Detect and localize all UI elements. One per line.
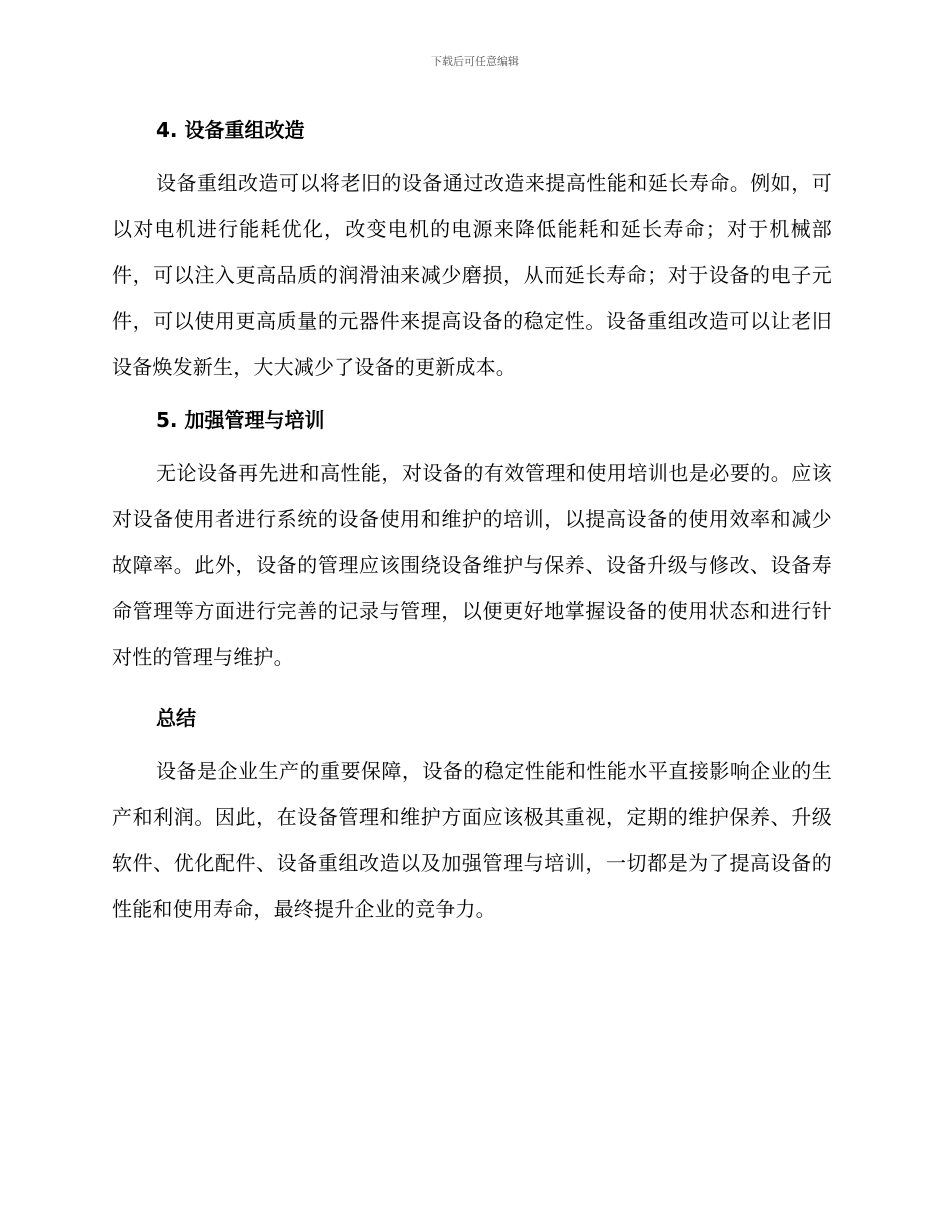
section-paragraph-equipment-restructuring: 设备重组改造可以将老旧的设备通过改造来提高性能和延长寿命。例如，可以对电机进行能耗优化，改变电机的电源来降低能耗和延长寿命；对于机械部件，可以注入更高品质的润滑油来减少磨损，从而延长寿命；对于设备的电子元件，可以使用更高质量的元器件来提高设备的稳定性。设备重组改造可以让老旧设备焕发新生，大大减少了设备的更新成本。: [112, 171, 832, 379]
section-heading-summary: 总结: [156, 706, 196, 730]
page-header: 下载后可任意编辑: [431, 55, 519, 68]
document-body: [112, 108, 832, 932]
section-heading-management-training: 5. 加强管理与培训: [156, 408, 325, 432]
section-paragraph-management-training: 无论设备再先进和高性能，对设备的有效管理和使用培训也是必要的。应该对设备使用者进行系统的设备使用和维护的培训，以提高设备的使用效率和减少故障率。此外，设备的管理应该围绕设备维护与保养、设备升级与修改、设备寿命管理等方面进行完善的记录与管理，以便更好地掌握设备的使用状态和进行针对性的管理与维护。: [112, 461, 832, 669]
section-heading-equipment-restructuring: 4. 设备重组改造: [156, 118, 305, 142]
section-paragraph-summary: 设备是企业生产的重要保障，设备的稳定性能和性能水平直接影响企业的生产和利润。因此，在设备管理和维护方面应该极其重视，定期的维护保养、升级软件、优化配件、设备重组改造以及加强管理与培训，一切都是为了提高设备的性能和使用寿命，最终提升企业的竞争力。: [112, 759, 832, 921]
